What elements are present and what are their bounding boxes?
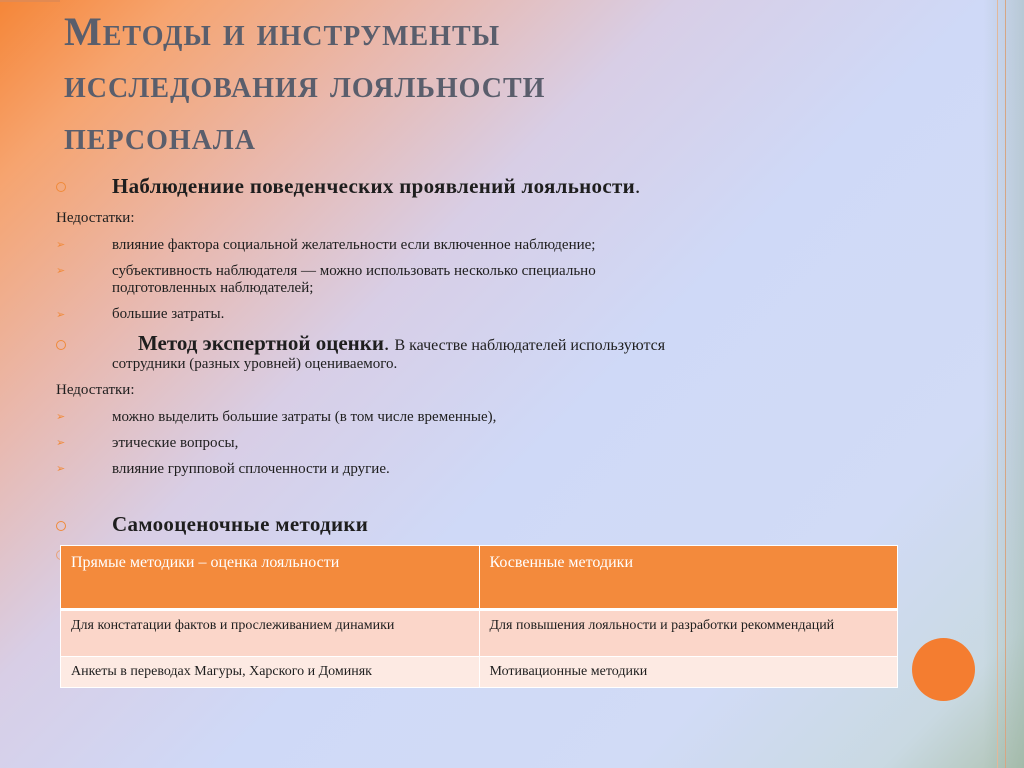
orange-circle-decoration	[912, 638, 975, 701]
table-cell: Для констатации фактов и прослеживанием динамики	[61, 610, 480, 657]
section2-heading-suffix: .	[383, 331, 395, 355]
section2-heading-line	[138, 331, 665, 356]
section1-drawbacks-label: Недостатки:	[56, 210, 135, 226]
section1-item-2: субъективность наблюдателя — можно использовать несколько специально	[112, 263, 596, 279]
section1-item-2-cont: подготовленных наблюдателей;	[112, 280, 314, 296]
title-line-3: персонала	[64, 113, 256, 158]
section2-desc-line1: В качестве наблюдателей используются	[394, 337, 666, 354]
circle-bullet-icon	[56, 182, 66, 192]
table-header-direct: Прямые методики – оценка лояльности	[61, 546, 480, 610]
top-left-accent-line	[0, 0, 60, 2]
table-cell: Для повышения лояльности и разработки рекоммендаций	[479, 610, 898, 657]
table-header-row	[61, 546, 898, 610]
arrow-bullet-icon: ➢	[56, 462, 66, 475]
section3-heading: Самооценочные методики	[112, 512, 369, 536]
title-line-1: Методы и инструменты	[64, 9, 501, 54]
right-border-line-inner	[997, 0, 998, 768]
section2-heading: Метод экспертной оценки	[138, 331, 384, 355]
right-border-line	[1005, 0, 1006, 768]
section2-item-2: этические вопросы,	[112, 435, 239, 451]
section1-heading	[112, 174, 641, 199]
section1-item-3: большие затраты.	[112, 306, 225, 322]
table-cell: Анкеты в переводах Магуры, Харского и Доминяк	[61, 657, 480, 688]
arrow-bullet-icon: ➢	[56, 410, 66, 423]
arrow-bullet-icon: ➢	[56, 264, 66, 277]
arrow-bullet-icon: ➢	[56, 238, 66, 251]
section1-heading-suffix: .	[634, 174, 641, 198]
section1-item-1: влияние фактора социальной желательности если включенное наблюдение;	[112, 237, 596, 253]
circle-bullet-icon	[56, 340, 66, 350]
table-header-indirect: Косвенные методики	[479, 546, 898, 610]
section2-desc-line2: сотрудники (разных уровней) оцениваемого.	[112, 356, 398, 372]
table-cell: Мотивационные методики	[479, 657, 898, 688]
arrow-bullet-icon: ➢	[56, 308, 66, 321]
methods-table	[60, 545, 898, 688]
circle-bullet-icon	[56, 521, 66, 531]
table-row	[61, 610, 898, 657]
section2-item-3: влияние групповой сплоченности и другие.	[112, 461, 390, 477]
section1-heading-text: Наблюдениие поведенческих проявлений лояльности	[112, 174, 635, 198]
slide-title	[64, 6, 964, 162]
section2-item-1: можно выделить большие затраты (в том числе временные),	[112, 409, 497, 425]
title-line-2: исследования лояльности	[64, 61, 546, 106]
table-row	[61, 657, 898, 688]
arrow-bullet-icon: ➢	[56, 436, 66, 449]
section2-drawbacks-label: Недостатки:	[56, 382, 135, 398]
